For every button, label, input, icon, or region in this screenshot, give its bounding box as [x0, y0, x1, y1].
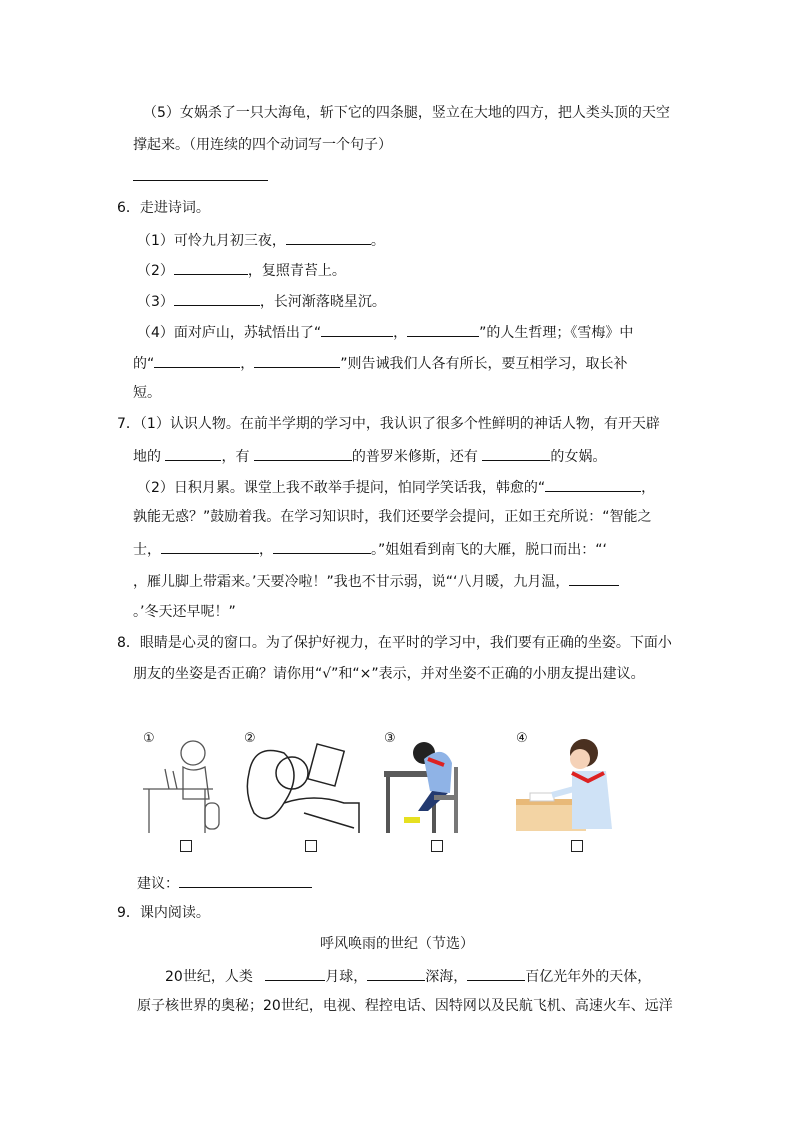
q6-item-4: [137, 322, 633, 342]
question-number: 7．: [117, 416, 140, 432]
answer-blank[interactable]: [273, 539, 371, 554]
q6-item-1: [137, 230, 385, 250]
text: 。: [370, 233, 385, 249]
posture-1-checkbox[interactable]: [180, 840, 192, 852]
answer-blank[interactable]: [569, 571, 619, 586]
text: （2）: [137, 263, 174, 279]
text: （1）可怜九月初三夜，: [137, 233, 286, 249]
answer-blank[interactable]: [467, 966, 525, 981]
question-number: 8．: [117, 635, 140, 651]
question-title: 走进诗词。: [139, 200, 210, 216]
text: ，雁儿脚上带霜来。’天要冷啦！”我也不甘示弱，说“‘八月暖，九月温，: [133, 574, 570, 590]
q5-answer-blank[interactable]: [133, 166, 268, 186]
text: ，: [393, 325, 408, 341]
answer-blank[interactable]: [265, 966, 325, 981]
child-reading-illustration: [143, 733, 253, 833]
text: 士，: [133, 542, 161, 558]
posture-2-checkbox[interactable]: [305, 840, 317, 852]
q6-item-3: [137, 291, 386, 311]
answer-blank[interactable]: [174, 291, 260, 306]
q6-item-4-cont: [133, 353, 628, 373]
posture-4-checkbox[interactable]: [571, 840, 583, 852]
passage-line2: 原子核世界的奥秘；20世纪，电视、程控电话、因特网以及民航飞机、高速火车、远洋: [137, 998, 673, 1014]
q7-p2-line3: [133, 539, 607, 559]
text: 地的: [133, 449, 166, 465]
picture-2-lying-reading: [244, 733, 354, 833]
text: 月球，: [325, 969, 368, 985]
text: 的女娲。: [550, 449, 607, 465]
answer-blank[interactable]: [165, 446, 221, 461]
q7-p2-line2: 孰能无惑？”鼓励着我。在学习知识时，我们还要学会提问，正如王充所说：“智能之: [133, 509, 652, 525]
q7-p2-line5: 。’冬天还早呢！”: [133, 604, 236, 620]
text: ，复照青苔上。: [247, 263, 346, 279]
answer-blank[interactable]: [482, 446, 550, 461]
q9-heading: [117, 904, 210, 922]
text: ”则告诫我们人各有所长，要互相学习，取长补: [340, 356, 628, 372]
picture-number: ④: [516, 731, 528, 746]
q6-item-2: [137, 260, 346, 280]
text: 的普罗米修斯，还有: [351, 449, 483, 465]
answer-blank[interactable]: [254, 353, 340, 368]
picture-1-reading-leaning: [143, 733, 253, 833]
answer-blank[interactable]: [161, 539, 259, 554]
text: （1）认识人物。在前半学期的学习中，我认识了很多个性鲜明的神话人物，有开天辟: [139, 416, 660, 432]
answer-blank[interactable]: [407, 322, 479, 337]
answer-blank[interactable]: [174, 260, 248, 275]
answer-blank[interactable]: [321, 322, 393, 337]
q7-p1-line1: [117, 415, 660, 433]
suggestion-blank[interactable]: [179, 873, 312, 888]
picture-4-correct-posture: [516, 733, 626, 833]
q8-line1: [117, 634, 672, 652]
q7-p1-line2: [133, 446, 606, 466]
suggestion-row: [137, 873, 312, 893]
text: ，: [641, 480, 656, 496]
text: （2）日积月累。课堂上我不敢举手提问，怕同学笑话我，韩愈的“: [137, 480, 546, 496]
answer-blank[interactable]: [545, 477, 641, 492]
text: 深海，: [425, 969, 468, 985]
picture-3-hunched-writing: [384, 733, 494, 833]
answer-blank[interactable]: [254, 446, 352, 461]
picture-number: ③: [384, 731, 396, 746]
q5-line2: 撑起来。（用连续的四个动词写一个句子）: [133, 137, 392, 153]
q5-line1: （5）女娲杀了一只大海龟，斩下它的四条腿，竖立在大地的四方，把人类头顶的天空: [143, 105, 670, 121]
q6-item-4-end: 短。: [133, 385, 161, 401]
text: 。”姐姐看到南飞的大雁，脱口而出：“‘: [371, 542, 607, 558]
text: （3）: [137, 294, 174, 310]
answer-blank[interactable]: [286, 230, 371, 245]
question-title: 课内阅读。: [139, 905, 210, 921]
answer-blank[interactable]: [154, 353, 240, 368]
q7-p2-line4: [133, 571, 619, 591]
question-number: 9．: [117, 905, 140, 921]
text: ，长河渐落晓星沉。: [259, 294, 386, 310]
answer-blank[interactable]: [367, 966, 425, 981]
child-correct-illustration: [516, 733, 626, 833]
picture-number: ②: [244, 731, 256, 746]
suggestion-label: 建议：: [137, 876, 179, 892]
picture-number: ①: [143, 731, 155, 746]
text: 眼睛是心灵的窗口。为了保护好视力，在平时的学习中，我们要有正确的坐姿。下面小: [139, 635, 672, 651]
text: 的“: [133, 356, 155, 372]
text: （4）面对庐山，苏轼悟出了“: [137, 325, 322, 341]
child-hunched-illustration: [384, 733, 484, 833]
text: 百亿光年外的天体，: [525, 969, 652, 985]
passage-line1: [165, 966, 651, 986]
posture-3-checkbox[interactable]: [431, 840, 443, 852]
child-lying-illustration: [244, 733, 364, 833]
text: ，: [259, 542, 273, 558]
text: 20世纪，人类: [165, 969, 258, 985]
text: ，有: [221, 449, 254, 465]
q8-line2: 朋友的坐姿是否正确？请你用“√”和“×”表示，并对坐姿不正确的小朋友提出建议。: [133, 666, 645, 682]
passage-title: 呼风唤雨的世纪（节选）: [320, 936, 474, 952]
q6-heading: [117, 199, 210, 217]
text: ”的人生哲理；《雪梅》中: [479, 325, 634, 341]
q7-p2-line1: [137, 477, 655, 497]
text: ，: [240, 356, 255, 372]
question-number: 6．: [117, 200, 140, 216]
